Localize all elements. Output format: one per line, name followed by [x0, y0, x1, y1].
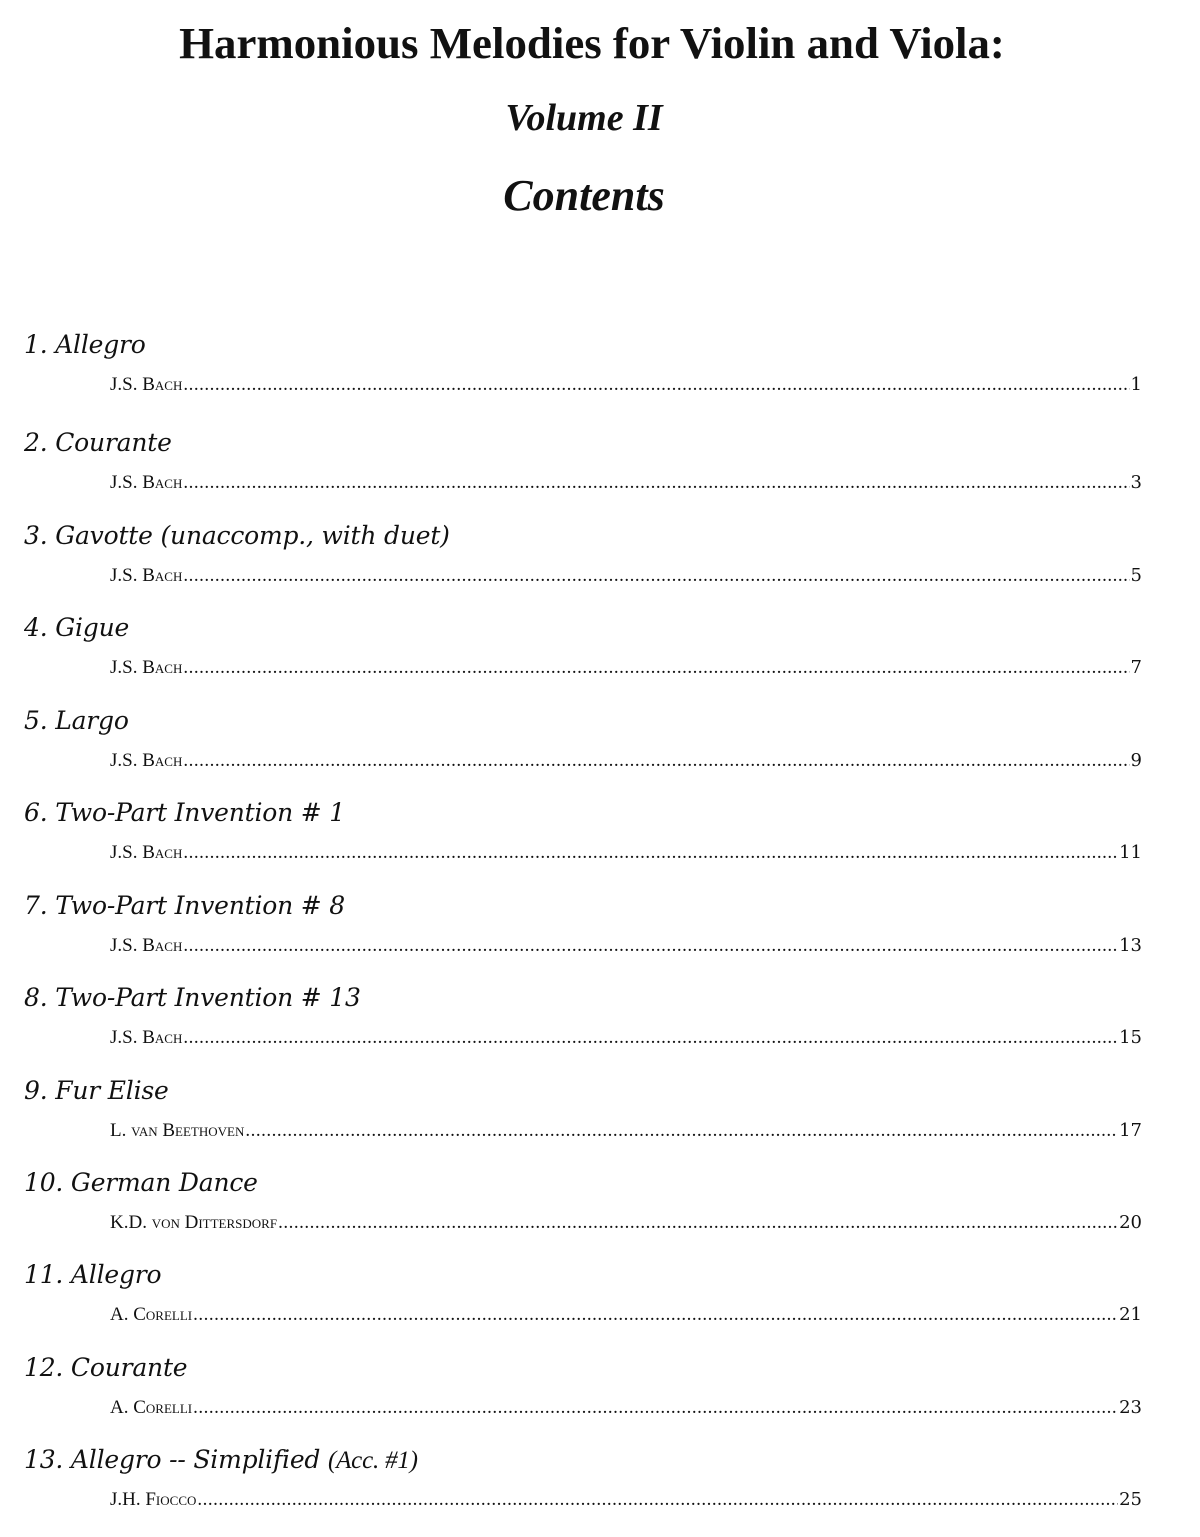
toc-entry[interactable] [0, 521, 1200, 613]
piece-title: 13. Allegro -- Simplified (Acc. #1) [24, 1445, 418, 1474]
toc-entry[interactable] [0, 706, 1200, 798]
accompaniment-note: (Acc. #1) [327, 1447, 418, 1474]
composer: A. Corelli [110, 1304, 193, 1325]
dot-leader [197, 1489, 1118, 1511]
composer: J.S. Bach [110, 842, 183, 863]
dot-leader [183, 1027, 1118, 1049]
piece-title: 8. Two-Part Invention # 13 [24, 983, 361, 1012]
piece-title: 4. Gigue [24, 613, 130, 642]
composer: A. Corelli [110, 1397, 193, 1418]
dot-leader [183, 374, 1129, 396]
toc-entry[interactable] [0, 1168, 1200, 1260]
piece-title: 9. Fur Elise [24, 1076, 169, 1105]
dot-leader [183, 657, 1129, 679]
document-title: Harmonious Melodies for Violin and Viola: [179, 19, 1005, 68]
composer: J.H. Fiocco [110, 1489, 197, 1510]
dot-leader [183, 750, 1129, 772]
piece-title: 3. Gavotte (unaccomp., with duet) [24, 521, 450, 550]
dot-leader [183, 565, 1129, 587]
page-number: 25 [1119, 1489, 1142, 1510]
dot-leader [193, 1304, 1118, 1326]
piece-title: 1. Allegro [24, 330, 146, 359]
piece-title: 11. Allegro [24, 1260, 162, 1289]
composer: L. van Beethoven [110, 1120, 245, 1141]
page-number: 20 [1119, 1212, 1142, 1233]
toc-entry[interactable] [0, 1260, 1200, 1352]
piece-title: 7. Two-Part Invention # 8 [24, 891, 345, 920]
composer: J.S. Bach [110, 472, 183, 493]
composer: J.S. Bach [110, 657, 183, 678]
piece-title: 5. Largo [24, 706, 129, 735]
toc-entry[interactable] [0, 613, 1200, 705]
toc-entry[interactable] [0, 428, 1200, 520]
toc-entry[interactable] [0, 1353, 1200, 1445]
composer: J.S. Bach [110, 750, 183, 771]
page-number: 23 [1119, 1397, 1142, 1418]
toc-entry[interactable] [0, 1076, 1200, 1168]
toc-entry[interactable] [0, 891, 1200, 983]
toc-entry[interactable] [0, 1445, 1200, 1537]
piece-title: 10. German Dance [24, 1168, 258, 1197]
piece-title: 6. Two-Part Invention # 1 [24, 798, 345, 827]
composer: K.D. von Dittersdorf [110, 1212, 278, 1233]
page-number: 1 [1130, 374, 1142, 395]
page-number: 13 [1119, 935, 1142, 956]
dot-leader [278, 1212, 1118, 1234]
dot-leader [245, 1120, 1118, 1142]
page-number: 21 [1119, 1304, 1142, 1325]
composer: J.S. Bach [110, 565, 183, 586]
page-number: 17 [1119, 1120, 1142, 1141]
toc-entry[interactable] [0, 983, 1200, 1075]
page-number: 9 [1130, 750, 1142, 771]
dot-leader [183, 842, 1118, 864]
toc-entry[interactable] [0, 330, 1200, 422]
volume-subtitle: Volume II [505, 97, 663, 139]
dot-leader [183, 472, 1129, 494]
page-number: 11 [1119, 842, 1142, 863]
piece-title: 2. Courante [24, 428, 172, 457]
piece-title: 12. Courante [24, 1353, 188, 1382]
dot-leader [193, 1397, 1118, 1419]
contents-heading: Contents [503, 171, 665, 220]
page-number: 3 [1130, 472, 1142, 493]
composer: J.S. Bach [110, 374, 183, 395]
page-number: 7 [1130, 657, 1142, 678]
composer: J.S. Bach [110, 935, 183, 956]
page-number: 5 [1130, 565, 1142, 586]
composer: J.S. Bach [110, 1027, 183, 1048]
toc-entry[interactable] [0, 798, 1200, 890]
dot-leader [183, 935, 1118, 957]
page-number: 15 [1119, 1027, 1142, 1048]
